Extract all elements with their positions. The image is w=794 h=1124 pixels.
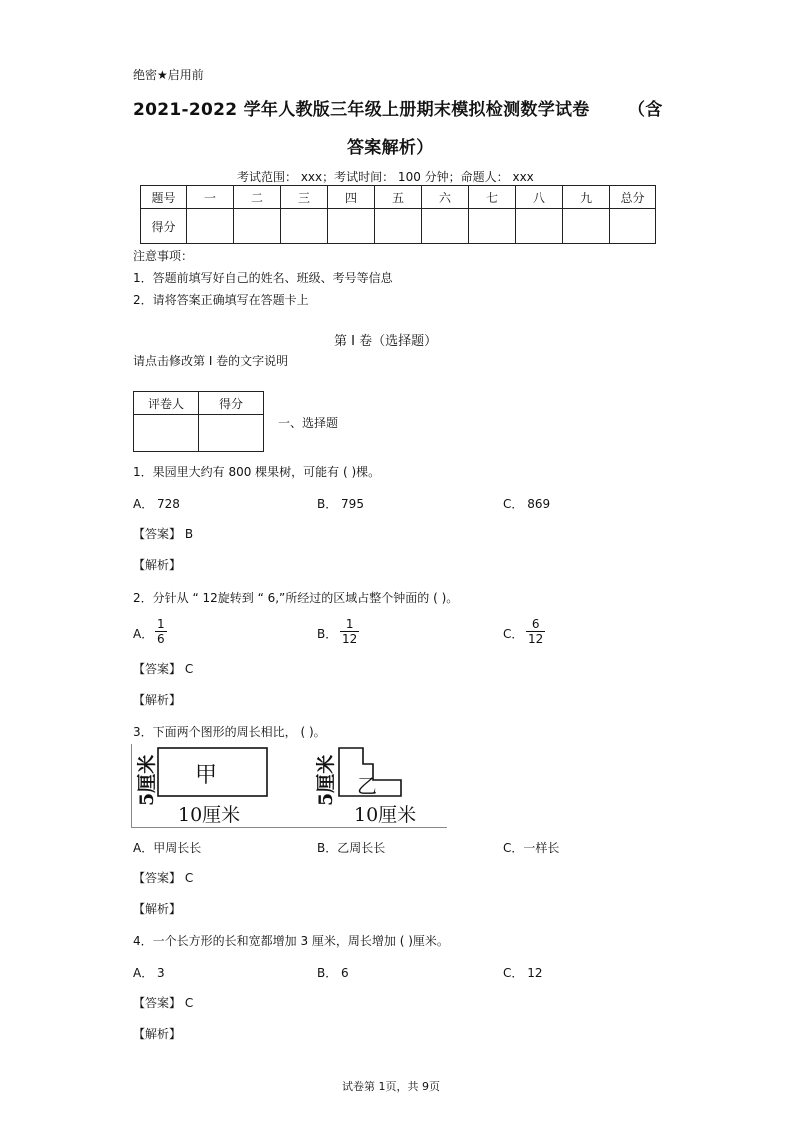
question-stem: 1．果园里大约有 800 棵果树，可能有 ( )棵。 [133,465,381,479]
grader-header: 评卷人 [134,392,199,415]
confidential-mark: 绝密★启用前 [133,68,204,82]
section-hint: 请点击修改第 I 卷的文字说明 [133,354,289,368]
answer-line: 【答案】 B [133,527,194,541]
fraction-denominator: 12 [342,632,358,646]
grader-cell [199,415,264,452]
score-table-header-cell: 三 [281,186,328,209]
option-a: A． 728 [133,497,180,511]
question-stem: 3．下面两个图形的周长相比， ( )。 [133,725,326,739]
option-b: B． 6 [317,966,349,980]
shape-label-yi: 乙 [357,774,377,798]
score-cell [610,209,656,244]
score-table [140,185,656,244]
fraction-denominator: 12 [528,632,544,646]
grader-cell [134,415,199,452]
notes-item: 1．答题前填写好自己的姓名、班级、考号等信息 [133,271,393,285]
analysis-line: 【解析】 [133,1027,182,1041]
fraction-numerator: 6 [526,617,545,632]
width-label-right: 10厘米 [354,804,417,826]
answer-line: 【答案】 C [133,662,194,676]
score-table-header-cell: 七 [469,186,516,209]
option-c: C． 869 [503,497,551,511]
grader-table [133,391,264,452]
notes-title: 注意事项： [133,249,194,263]
height-label-right: 5厘米 [315,754,337,806]
grader-header: 得分 [199,392,264,415]
score-cell [469,209,516,244]
option-a: A． [133,627,154,641]
score-table-header-cell: 八 [516,186,563,209]
score-cell [234,209,281,244]
score-cell [328,209,375,244]
notes-item: 2．请将答案正确填写在答题卡上 [133,293,309,307]
option-c: C． 12 [503,966,543,980]
part-title: 一、选择题 [278,416,339,430]
score-cell [187,209,234,244]
score-cell [422,209,469,244]
score-cell [281,209,328,244]
exam-info: 考试范围： xxx；考试时间： 100 分钟；命题人： xxx [237,170,534,184]
question-stem: 2．分针从 “ 12旋转到 “ 6,”所经过的区域占整个钟面的 ( )。 [133,591,459,605]
option-b: B． 795 [317,497,364,511]
height-label-left: 5厘米 [136,754,158,806]
score-table-header-cell: 九 [563,186,610,209]
score-table-header-cell: 二 [234,186,281,209]
score-table-header-cell: 五 [375,186,422,209]
fraction-option-a [155,617,167,646]
option-c: C． [503,627,524,641]
option-a: A．甲周长长 [133,841,202,855]
option-c: C．一样长 [503,841,560,855]
score-table-header-row [141,186,656,209]
score-cell [563,209,610,244]
page-footer: 试卷第 1页，共 9页 [342,1080,440,1093]
analysis-line: 【解析】 [133,902,182,916]
fraction-option-b [340,617,359,646]
exam-title-paren: （含 [628,100,663,120]
exam-title-line2: 答案解析） [347,138,434,158]
score-cell [516,209,563,244]
score-row-label: 得分 [141,209,187,244]
fraction-numerator: 1 [340,617,359,632]
score-table-header-cell: 六 [422,186,469,209]
section-title: 第 I 卷（选择题） [334,334,438,349]
fraction-numerator: 1 [157,617,165,631]
score-cell [375,209,422,244]
width-label-left: 10厘米 [178,804,241,826]
score-table-header-cell: 一 [187,186,234,209]
analysis-line: 【解析】 [133,558,182,572]
option-a: A． 3 [133,966,165,980]
fraction-denominator: 6 [157,632,165,646]
question-stem: 4．一个长方形的长和宽都增加 3 厘米，周长增加 ( )厘米。 [133,934,449,948]
score-table-header-cell: 四 [328,186,375,209]
exam-title-line1: 2021-2022 学年人教版三年级上册期末模拟检测数学试卷 [133,100,590,120]
option-b: B． [317,627,338,641]
analysis-line: 【解析】 [133,693,182,707]
score-table-header-cell: 总分 [610,186,656,209]
score-table-score-row [141,209,656,244]
answer-line: 【答案】 C [133,871,194,885]
option-b: B．乙周长长 [317,841,386,855]
answer-line: 【答案】 C [133,996,194,1010]
fraction-option-c [526,617,545,646]
shape-label-jia: 甲 [195,763,218,788]
score-table-header-cell: 题号 [141,186,187,209]
